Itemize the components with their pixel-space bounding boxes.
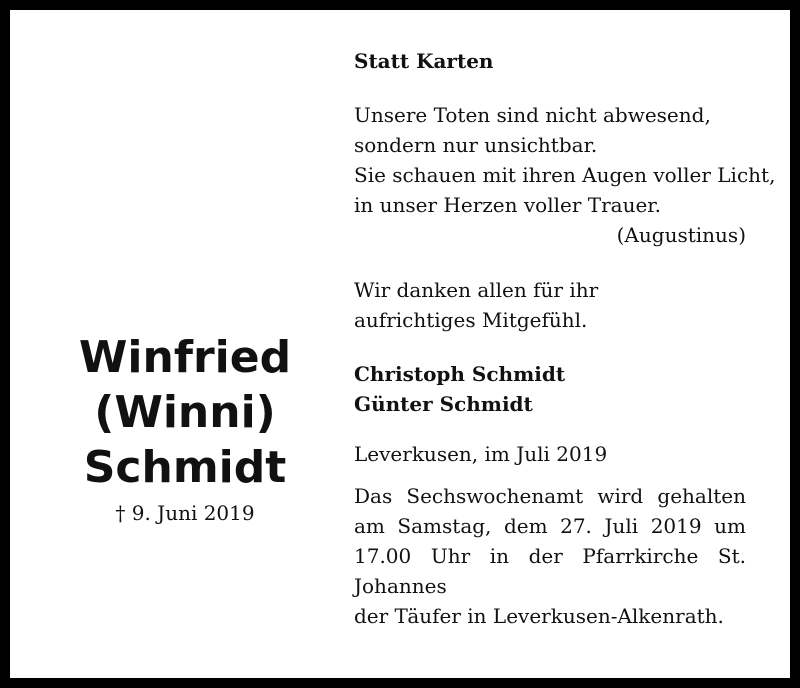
mourner-name: Günter Schmidt xyxy=(354,392,533,416)
death-date: † 9. Juni 2019 xyxy=(115,501,255,525)
thanks-line: aufrichtiges Mitgefühl. xyxy=(354,308,588,332)
quote xyxy=(354,100,776,250)
thanks-text xyxy=(354,275,746,335)
deceased-nickname: (Winni) xyxy=(94,387,276,438)
place-date: Leverkusen, im Juli 2019 xyxy=(354,442,608,466)
mourner-name: Christoph Schmidt xyxy=(354,362,566,386)
service-line: 17.00 Uhr in der Pfarrkirche St. Johannes xyxy=(354,544,746,598)
service-line: Das Sechswochenamt wird gehalten xyxy=(354,484,746,508)
quote-line: Sie schauen mit ihren Augen voller Licht, xyxy=(354,163,776,187)
quote-line: Unsere Toten sind nicht abwesend, xyxy=(354,103,711,127)
service-info xyxy=(354,481,746,631)
service-line: der Täufer in Leverkusen-Alkenrath. xyxy=(354,604,724,628)
thanks-line: Wir danken allen für ihr xyxy=(354,278,599,302)
quote-line: in unser Herzen voller Trauer. xyxy=(354,193,662,217)
quote-author: (Augustinus) xyxy=(616,223,746,247)
service-line: am Samstag, dem 27. Juli 2019 um xyxy=(354,514,746,538)
notice-heading: Statt Karten xyxy=(354,49,494,73)
notice-text xyxy=(354,46,776,631)
deceased-block xyxy=(40,330,330,527)
mourners-list xyxy=(354,359,746,419)
quote-line: sondern nur unsichtbar. xyxy=(354,133,598,157)
deceased-name xyxy=(40,330,330,495)
deceased-surname: Schmidt xyxy=(83,442,287,493)
deceased-first-name: Winfried xyxy=(78,332,292,383)
